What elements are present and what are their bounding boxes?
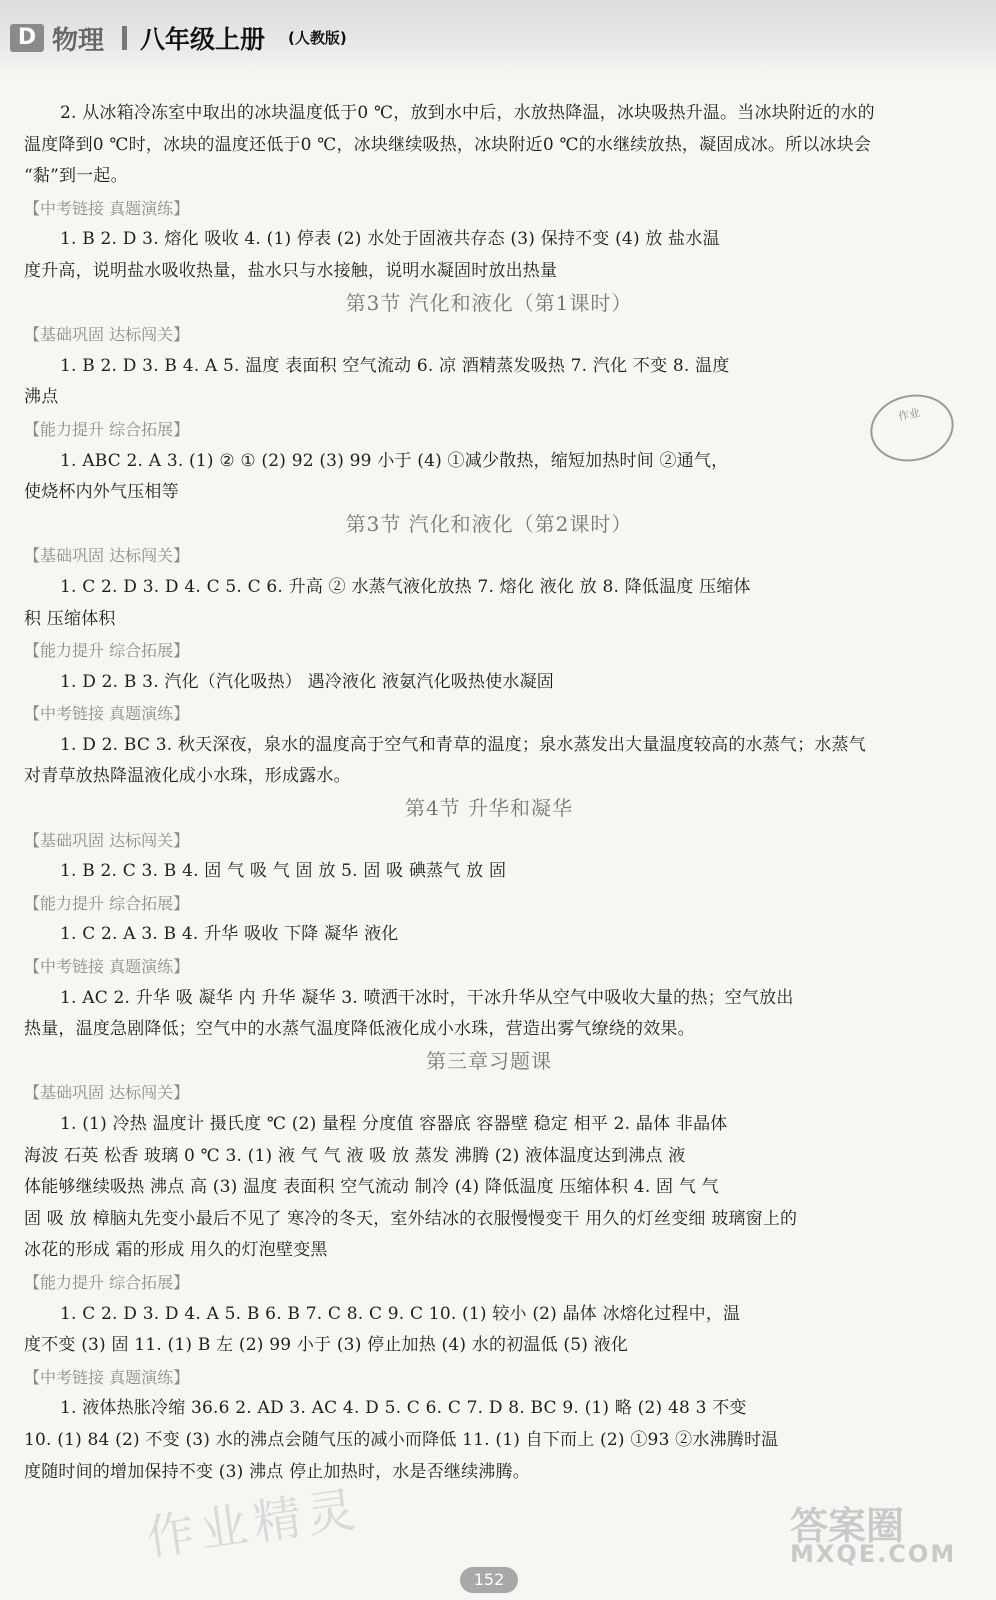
watermark-right-top: 答案圈 (790, 1504, 905, 1548)
answer-line: 海波 石英 松香 玻璃 0 ℃ 3. (1) 液 气 气 液 吸 放 蒸发 沸腾 (2) 液体温度达到沸点 液 (24, 1145, 686, 1166)
section-tag: 【能力提升 综合拓展】 (24, 893, 190, 913)
answer-line: 度随时间的增加保持不变 (3) 沸点 停止加热时，水是否继续沸腾。 (24, 1461, 530, 1482)
section-tag: 【基础巩固 达标闯关】 (24, 325, 190, 345)
answer-line: 使烧杯内外气压相等 (24, 482, 179, 503)
answer-line: 度不变 (3) 固 11. (1) B 左 (2) 99 小于 (3) 停止加热 (4) 水的初温低 (5) 液化 (24, 1335, 629, 1356)
grade-title: 八年级上册 (140, 25, 266, 54)
section-tag: 【基础巩固 达标闯关】 (24, 830, 190, 850)
answer-line: 1. B 2. C 3. B 4. 固 气 吸 气 固 放 5. 固 吸 碘蒸气 放 固 (60, 861, 507, 882)
answer-line: 1. (1) 冷热 温度计 摄氏度 ℃ (2) 量程 分度值 容器底 容器壁 稳定 相平 2. 晶体 非晶体 (60, 1114, 728, 1134)
answer-line: 度升高，说明盐水吸收热量，盐水只与水接触，说明水凝固时放出热量 (24, 260, 558, 281)
answer-line: 1. D 2. BC 3. 秋天深夜，泉水的温度高于空气和青草的温度；泉水蒸发出大量温度较高的水蒸气；水蒸气 (60, 734, 866, 755)
answer-line: 1. D 2. B 3. 汽化（汽化吸热） 遇冷液化 液氨汽化吸热使水凝固 (60, 671, 555, 692)
section-tag: 【基础巩固 达标闯关】 (24, 546, 190, 566)
answer-line: 1. 液体热胀冷缩 36.6 2. AD 3. AC 4. D 5. C 6. C 7. D 8. BC 9. (1) 略 (2) 48 3 不变 (60, 1398, 747, 1419)
answer-line: 沸点 (24, 387, 59, 408)
section-tag: 【中考链接 真题演练】 (24, 704, 190, 724)
answer-line: “黏”到一起。 (24, 166, 128, 187)
answer-line: 1. C 2. A 3. B 4. 升华 吸收 下降 凝华 液化 (60, 924, 399, 945)
section-tag: 【中考链接 真题演练】 (24, 957, 190, 977)
section-tag: 【中考链接 真题演练】 (24, 198, 190, 218)
answer-line: 1. B 2. D 3. B 4. A 5. 温度 表面积 空气流动 6. 凉 酒精蒸发吸热 7. 汽化 不变 8. 温度 (60, 355, 730, 376)
header-separator (122, 26, 127, 50)
watermark-right-bottom: MXQE.COM (790, 1540, 957, 1568)
section-tag: 【能力提升 综合拓展】 (24, 1272, 190, 1292)
answer-line: 体能够继续吸热 沸点 高 (3) 温度 表面积 空气流动 制冷 (4) 降低温度 压缩体积 4. 固 气 气 (24, 1177, 719, 1198)
section-tag: 【基础巩固 达标闯关】 (24, 1083, 190, 1103)
page-number: 152 (460, 1567, 518, 1593)
page-header (0, 0, 996, 78)
answer-line: 积 压缩体积 (24, 608, 116, 629)
section-heading: 第4节 升华和凝华 (404, 796, 574, 821)
subject-title: 物理 (52, 26, 105, 56)
answer-line: 对青草放热降温液化成小水珠，形成露水。 (24, 766, 351, 787)
section-tag: 【中考链接 真题演练】 (24, 1367, 190, 1387)
answer-content (24, 98, 954, 1488)
answer-line: 10. (1) 84 (2) 不变 (3) 水的沸点会随气压的减小而降低 11. (1) 自下而上 (2) ①93 ②水沸腾时温 (24, 1429, 779, 1450)
section-heading: 第三章习题课 (426, 1048, 552, 1073)
section-tag: 【能力提升 综合拓展】 (24, 641, 190, 661)
answer-line: 1. ABC 2. A 3. (1) ② ① (2) 92 (3) 99 小于 (4) ①减少散热，缩短加热时间 ②通气， (60, 450, 729, 471)
homework-stamp: 作业 (864, 387, 960, 469)
section-heading: 第3节 汽化和液化（第2课时） (345, 511, 633, 536)
answer-line: 2. 从冰箱冷冻室中取出的冰块温度低于0 ℃，放到水中后，水放热降温，冰块吸热升温。当冰块附近的水的 (60, 103, 875, 123)
answer-line: 固 吸 放 樟脑丸先变小最后不见了 寒冷的冬天，室外结冰的衣服慢慢变干 用久的灯丝变细 玻璃窗上的 (24, 1208, 798, 1229)
answer-line: 1. AC 2. 升华 吸 凝华 内 升华 凝华 3. 喷洒干冰时，干冰升华从空气中吸收大量的热；空气放出 (60, 987, 794, 1008)
answer-line: 1. C 2. D 3. D 4. A 5. B 6. B 7. C 8. C 9. C 10. (1) 较小 (2) 晶体 冰熔化过程中，温 (60, 1303, 741, 1324)
answer-line: 冰花的形成 霜的形成 用久的灯泡壁变黑 (24, 1240, 328, 1261)
answer-line: 温度降到0 ℃时，冰块的温度还低于0 ℃，冰块继续吸热，冰块附近0 ℃的水继续放热，凝固成冰。所以冰块会 (24, 134, 872, 155)
section-tag: 【能力提升 综合拓展】 (24, 419, 190, 439)
answer-line: 1. B 2. D 3. 熔化 吸收 4. (1) 停表 (2) 水处于固液共存态 (3) 保持不变 (4) 放 盐水温 (60, 229, 720, 250)
subject-badge: D (10, 24, 44, 52)
edition-label: (人教版) (288, 29, 347, 47)
section-heading: 第3节 汽化和液化（第1课时） (345, 290, 633, 315)
watermark-left: 作业精灵 (142, 1481, 365, 1567)
answer-line: 热量，温度急剧降低；空气中的水蒸气温度降低液化成小水珠，营造出雾气缭绕的效果。 (24, 1019, 695, 1040)
answer-line: 1. C 2. D 3. D 4. C 5. C 6. 升高 ② 水蒸气液化放热 7. 熔化 液化 放 8. 降低温度 压缩体 (60, 576, 751, 597)
